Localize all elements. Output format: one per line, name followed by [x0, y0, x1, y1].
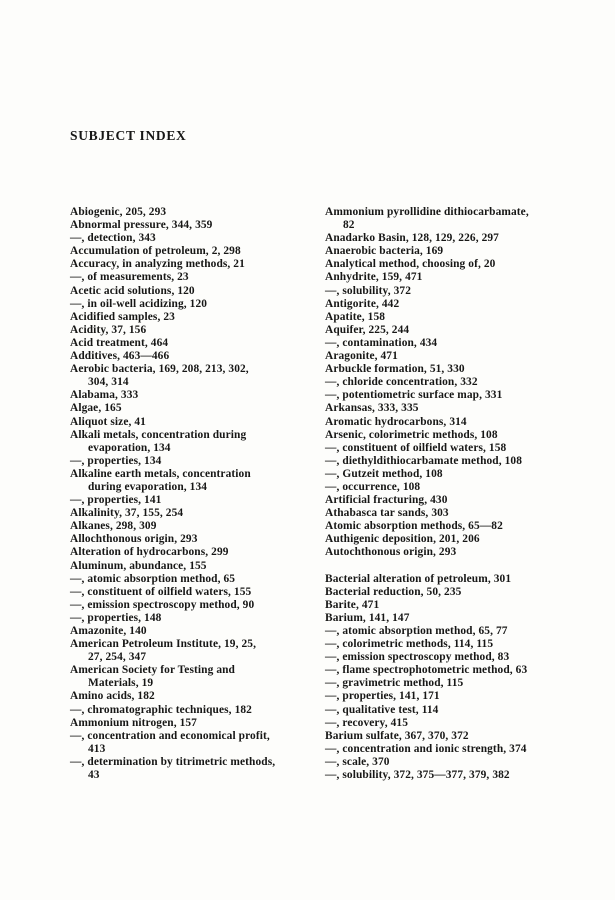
index-entry: Abiogenic, 205, 293 — [70, 206, 167, 218]
index-entry: —, occurrence, 108 — [325, 480, 421, 493]
index-entry: Alkalinity, 37, 155, 254 — [70, 507, 184, 520]
index-entry: —, constituent of oilfield waters, 155 — [70, 585, 252, 598]
index-entry: Arsenic, colorimetric methods, 108 — [325, 428, 498, 441]
index-entry: Barium sulfate, 367, 370, 372 — [325, 729, 469, 742]
index-entry: Analytical method, choosing of, 20 — [325, 258, 496, 271]
index-entry-continuation: 413 — [88, 742, 106, 755]
index-entry: Acidity, 37, 156 — [70, 323, 147, 336]
index-entry: Bacterial reduction, 50, 235 — [325, 585, 462, 598]
index-column-left — [70, 206, 322, 782]
index-entry: Ammonium nitrogen, 157 — [70, 716, 197, 729]
index-entry: Anaerobic bacteria, 169 — [325, 245, 444, 258]
index-entry: —, in oil-well acidizing, 120 — [70, 297, 208, 310]
index-entry: Atomic absorption methods, 65—82 — [325, 520, 503, 533]
index-entry: —, emission spectroscopy method, 83 — [325, 651, 510, 664]
index-entry: Accumulation of petroleum, 2, 298 — [70, 245, 241, 258]
index-entry: —, solubility, 372 — [325, 284, 411, 297]
index-entry: —, solubility, 372, 375—377, 379, 382 — [325, 769, 510, 782]
index-entry: Apatite, 158 — [325, 310, 386, 323]
index-entry: —, chromatographic techniques, 182 — [70, 703, 252, 716]
index-entry: Acid treatment, 464 — [70, 336, 169, 349]
index-entry: Authigenic deposition, 201, 206 — [325, 533, 480, 546]
index-entry: —, colorimetric methods, 114, 115 — [325, 638, 494, 651]
index-entry: —, qualitative test, 114 — [325, 703, 439, 716]
index-entry: —, detection, 343 — [70, 232, 156, 245]
index-entry: Athabasca tar sands, 303 — [325, 507, 449, 520]
index-entry: —, determination by titrimetric methods, — [70, 755, 276, 768]
index-entry: Algae, 165 — [70, 402, 122, 415]
index-entry: Autochthonous origin, 293 — [325, 546, 457, 559]
index-entry: Accuracy, in analyzing methods, 21 — [70, 258, 245, 271]
index-entry: Arbuckle formation, 51, 330 — [325, 363, 465, 376]
index-entry: —, concentration and ionic strength, 374 — [325, 742, 527, 755]
index-entry: Alkali metals, concentration during — [70, 428, 247, 441]
index-entry: —, flame spectrophotometric method, 63 — [325, 664, 528, 677]
index-entry-continuation: 82 — [343, 219, 355, 232]
index-entry: Alteration of hydrocarbons, 299 — [70, 546, 229, 559]
index-entry: —, potentiometric surface map, 331 — [325, 389, 503, 402]
index-entry: Aliquot size, 41 — [70, 415, 146, 428]
index-entry: American Society for Testing and — [70, 664, 235, 677]
index-entry: —, chloride concentration, 332 — [325, 376, 478, 389]
index-entry: —, of measurements, 23 — [70, 271, 189, 284]
index-entry: —, properties, 134 — [70, 454, 162, 467]
index-entry: —, Gutzeit method, 108 — [325, 467, 443, 480]
index-entry: —, gravimetric method, 115 — [325, 677, 464, 690]
index-entry: —, scale, 370 — [325, 755, 390, 768]
index-entry: Barite, 471 — [325, 598, 380, 611]
index-entry: Aquifer, 225, 244 — [325, 323, 410, 336]
index-entry: —, diethyldithiocarbamate method, 108 — [325, 454, 523, 467]
index-column-right — [325, 206, 593, 782]
index-entry: Anhydrite, 159, 471 — [325, 271, 423, 284]
index-entry: —, contamination, 434 — [325, 336, 438, 349]
index-entry: Alabama, 333 — [70, 389, 139, 402]
index-entry: Aragonite, 471 — [325, 350, 398, 363]
index-entry-continuation: Materials, 19 — [88, 677, 154, 690]
index-entry: Abnormal pressure, 344, 359 — [70, 219, 213, 232]
index-entry: Acidified samples, 23 — [70, 310, 175, 323]
index-entry: Amazonite, 140 — [70, 625, 147, 637]
index-entry: —, properties, 141, 171 — [325, 690, 440, 703]
index-entry: —, recovery, 415 — [325, 716, 408, 729]
index-entry: American Petroleum Institute, 19, 25, — [70, 638, 257, 651]
index-entry: —, concentration and economical profit, — [70, 729, 270, 742]
index-entry: Anadarko Basin, 128, 129, 226, 297 — [325, 232, 499, 245]
index-entry: Amino acids, 182 — [70, 690, 155, 703]
index-entry-continuation: during evaporation, 134 — [88, 480, 208, 493]
index-entry: Arkansas, 333, 335 — [325, 402, 419, 415]
index-entry: Aerobic bacteria, 169, 208, 213, 302, — [70, 363, 249, 376]
index-entry: Ammonium pyrollidine dithiocarbamate, — [325, 206, 529, 218]
index-entry: —, emission spectroscopy method, 90 — [70, 598, 255, 611]
index-entry: Barium, 141, 147 — [325, 611, 410, 624]
index-entry: —, atomic absorption method, 65 — [70, 572, 236, 585]
section-gap — [325, 560, 593, 573]
index-entry: —, constituent of oilfield waters, 158 — [325, 441, 507, 454]
index-entry-continuation: evaporation, 134 — [88, 441, 171, 454]
index-entry: —, atomic absorption method, 65, 77 — [325, 625, 508, 637]
index-entry: —, properties, 148 — [70, 611, 162, 624]
index-entry: Allochthonous origin, 293 — [70, 533, 198, 546]
index-entry: Artificial fracturing, 430 — [325, 494, 448, 507]
index-entry: Alkaline earth metals, concentration — [70, 467, 251, 480]
index-entry: Aluminum, abundance, 155 — [70, 559, 207, 572]
index-entry: Antigorite, 442 — [325, 297, 400, 310]
index-entry: Alkanes, 298, 309 — [70, 520, 157, 533]
page-title: SUBJECT INDEX — [70, 128, 187, 143]
index-entry: Aromatic hydrocarbons, 314 — [325, 415, 467, 428]
index-entry-continuation: 304, 314 — [88, 376, 129, 389]
index-entry: Acetic acid solutions, 120 — [70, 284, 195, 297]
index-entry: Additives, 463—466 — [70, 350, 170, 363]
index-entry-continuation: 43 — [88, 769, 100, 782]
index-entry: —, properties, 141 — [70, 494, 162, 507]
index-entry-continuation: 27, 254, 347 — [88, 651, 147, 664]
index-entry: Bacterial alteration of petroleum, 301 — [325, 572, 512, 585]
